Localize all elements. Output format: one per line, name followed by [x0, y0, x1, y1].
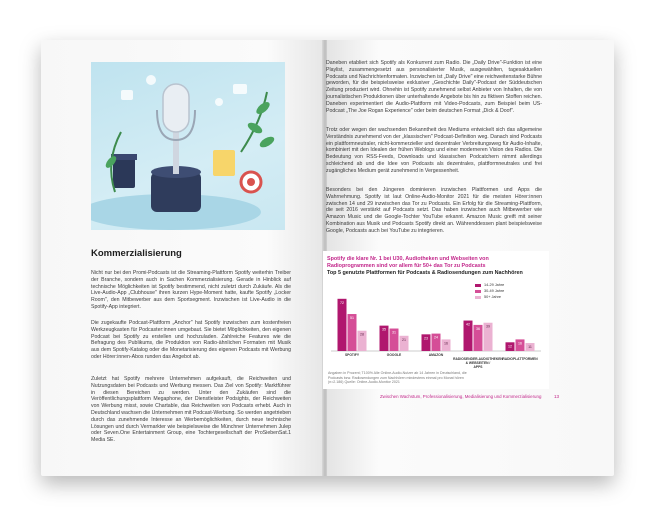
data-label: 42: [466, 322, 470, 327]
chart-title: Spotify die klare Nr. 1 bei U30, Audiotheken und Webseiten von Radioprogrammen sind vor allem für 50+ das Tor zu Podcasts: [327, 256, 489, 269]
data-label: 28: [360, 332, 364, 337]
page-number: 13: [554, 394, 560, 399]
bar: [338, 299, 347, 351]
category-label: AMAZON: [428, 353, 444, 357]
data-label: 23: [424, 336, 428, 341]
category-label: SPOTIFY: [344, 353, 360, 357]
data-label: 12: [508, 344, 512, 349]
category-label: RADIOPLATTFORMEN: [502, 357, 538, 361]
data-label: 16: [444, 341, 448, 346]
left-page: [41, 40, 324, 476]
data-label: 72: [340, 300, 344, 305]
paragraph: Die zugekaufte Podcast-Plattform „Anchor" hat Spotify inzwischen zum kostenfreien Werkzeugkasten für Podcaster:innen umgebaut. Sie bietet Möglichkeiten, den eigenen Podcast bei Spotify zu erstellen und hochzuladen. Zahlreiche Features wie die Befragung des Publikums, die Produktion von Radio-ähnlichen Formaten mit Musik aus dem Spotify-Katalog oder die Monetarisierung des eigenen Podcasts mit Werbung oder Hörer:innen-Abos runden das Angebot ab.: [91, 320, 291, 360]
paragraph: Daneben etabliert sich Spotify als Konkurrent zum Radio. Die „Daily Drive"-Funktion ist eine Playlist, zusammengesetzt aus personalisierter Musik, ausgewählten, tagesaktuellen Podcasts und Nachrichtenformaten. Inzwischen ist „Daily Drive" eine reichweitenstarke Bühne geworden, für die beispielsweise exklusiver „Geschichte Daily"-Podcast der Süddeutschen Zeitung produziert wird. Ohnehin ist Spotify zunehmend selbst Anbieter von Inhalten, die von journalistischen Produktionen über unterhaltende Angebote bis hin zu fiktiven Stoffen reichen. Daneben experimentiert die Audio-Plattform mit Video-Podcasts, zum Beispiel beim US-Podcast „The Joe Rogan Experience" oder beim deutschen Format „Dick & Doof".: [326, 60, 542, 114]
data-label: 39: [486, 324, 490, 329]
chart-footnote: Angaben in Prozent; T100% Alle Online-Audio-Nutzer ab 14 Jahren in Deutschland, die Podcasts bzw. Radiosendungen zum Nachhören mindestens einmal pro Monat hören (n=2.186) Quelle: Online-Audio-Monitor 2021: [328, 371, 467, 385]
data-label: 11: [528, 345, 532, 350]
category-label: RADIOSENDER-AUDIOTHEKEN & WEBSEITEN / APPS: [453, 357, 503, 369]
data-label: 31: [392, 330, 396, 335]
data-label: 36: [476, 326, 480, 331]
legend-label: 50+ Jahre: [484, 295, 501, 299]
podcast-illustration: [91, 62, 285, 230]
data-label: 35: [382, 327, 386, 332]
paragraph: Nicht nur bei den Promi-Podcasts ist die Streaming-Plattform Spotify weiterhin Treiber der Branche, sondern auch in Sachen Kommerzialisierung. Gerade in Hinblick auf technische Möglichkeiten ist Spotify bestimmend, nicht zuletzt durch Zukäufe. Als die Live-Audio-App „Clubhouse" ihren kurzen Hype-Moment hatte, kaufte Spotify „Locker Room", den Mitbewerber aus dem Sportsegment. Inzwischen ist Live-Audio in die Spotify-App integriert.: [91, 270, 291, 310]
legend-label: 30-49 Jahre: [484, 289, 505, 293]
data-label: 21: [402, 337, 406, 342]
microphone-icon: [91, 62, 285, 230]
data-label: 16: [518, 341, 522, 346]
data-label: 51: [350, 316, 354, 321]
category-label: GOOGLE: [386, 353, 402, 357]
section-heading: Kommerzialisierung: [91, 248, 182, 259]
paragraph: Trotz oder wegen der wachsenden Bekanntheit des Mediums entwickelt sich das allgemeine Verständnis zunehmend von der „klassischen" Podcast-Definition weg. Danach sind Podcasts ein plattformneutraler, nicht-kommerzieller und dezentraler Verbreitungsweg für Audio-Inhalte, kombiniert mit den Idealen der frühen Weblogs und einer moderneren Vision des Radios. Die Bedeutung von RSS-Feeds, Downloads und klassischen Podcatchern nimmt allerdings schleichend ab und die Idee von Podcasts als dezentrales, plattformneutrales und frei zugängliches Medium gerät zunehmend in Vergessenheit.: [326, 127, 542, 174]
bar-chart: [323, 251, 549, 389]
paragraph: Zuletzt hat Spotify mehrere Unternehmen aufgekauft, die Reichweiten und Nutzungsdaten bei Podcasts und Werbung messen. Das Ziel von Spotify: Marktführer in diesen Bereichen zu werden. Unter den Zukäufen sind die Veröffentlichungsplattform Megaphone, der Dienstleister Podsights, der Reichweiten von Werbung misst, sowie Chartable, das Reichweiten von Podcasts erhebt. Auch in Deutschland wachsen die Unternehmen mit Podcast-Werbung. So werden angetrieben durch das zunehmende Interesse an Werbemöglichkeiten, durch neue technische Lösungen und durch Vermarkter wie beispielsweise die Münchner Unternehmen Julep oder Seven.One Entertainment Group, eine Tochtergesellschaft der ProSiebenSat.1 Media SE.: [91, 376, 291, 444]
running-footer: Zwischen Wachstum, Professionalisierung, Medialisierung und Kommerzialisierung: [380, 394, 542, 399]
legend-label: 14-29 Jahre: [484, 283, 505, 287]
paragraph: Besonders bei den Jüngeren dominieren inzwischen Plattformen und Apps die Wahrnehmung. Spotify ist laut Online-Audio-Monitor 2021 für die meisten Hörer:innen zwischen 14 und 29 inzwischen das Tor zu Podcasts. Ein Erfolg für die Streaming-Plattform, die seit 2016 verstärkt auf Podcasts setzt. Das haben inzwischen auch Mitbewerber wie Amazon Music und die Google-Tochter YouTube erkannt. Amazon Music greift mit seiner Kombination aus Musik und Podcasts Spotify direkt an. Währenddessen plant beispielsweise Google, Podcasts auch bei YouTube zu integrieren.: [326, 187, 542, 234]
chart-panel: [323, 251, 549, 389]
data-label: 24: [434, 335, 438, 340]
chart-subtitle: Top 5 genutzte Plattformen für Podcasts & Radiosendungen zum Nachhören: [327, 270, 523, 276]
